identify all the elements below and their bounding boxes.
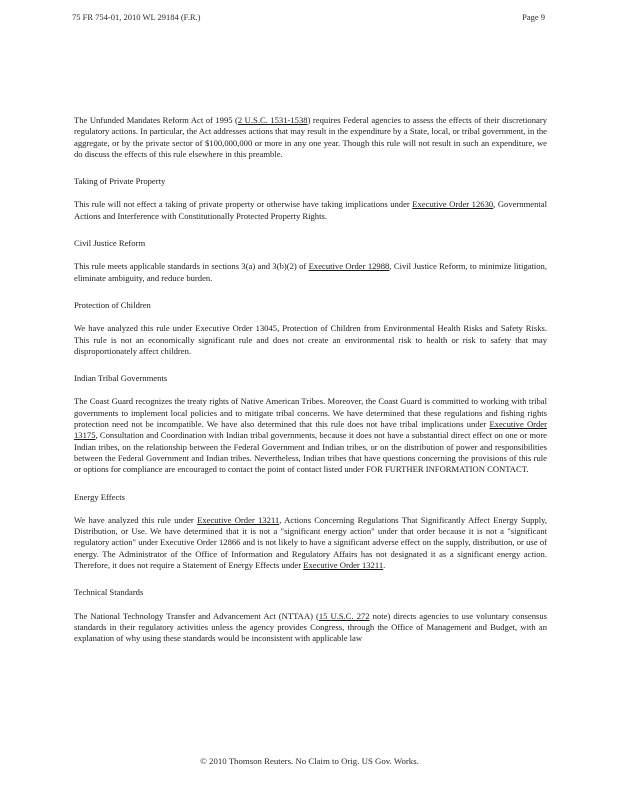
eo-13175-link[interactable]: Executive Order 13175 [74,419,547,441]
paragraph-protection-children: We have analyzed this rule under Executive Order 13045, Protection of Children from Environmental Health Risks and Safety Risks. This rule is not an economically significant rule and does not create an environmental risk to health or risk to safety that may disproportionately affect children. [74,323,547,356]
paragraph-technical-standards: The National Technology Transfer and Advancement Act (NTTAA) (15 U.S.C. 272 note) directs agencies to use voluntary consensus standards in their regulatory activities unless the agency provides Congress, through the Office of Management and Budget, with an explanation of why using these standards would be inconsistent with applicable law [74,610,547,644]
heading-indian-tribal: Indian Tribal Governments [74,373,168,384]
paragraph-indian-tribal: The Coast Guard recognizes the treaty rights of Native American Tribes. Moreover, the Coast Guard is committed to working with tribal governments to implement local policies and to mitigate tribal concerns. We have determined that these regulations and fishing rights protection need not be incompatible. We have also determined that this rule does not have tribal implications under Executive Order 13175, Consultation and Coordination with Indian tribal governments, because it does not have a substantial direct effect on one or more Indian tribes, on the relationship between the Federal Government and Indian tribes, or on the distribution of power and responsibilities between the Federal Government and Indian tribes. Nevertheless, Indian tribes that have questions concerning the provisions of this rule or options for compliance are encouraged to contact the point of contact listed under FOR FURTHER INFORMATION CONTACT. [74,396,547,475]
usc-link[interactable]: 2 U.S.C. 1531-1538 [237,115,308,125]
heading-energy-effects: Energy Effects [74,491,125,502]
intro-paragraph: The Unfunded Mandates Reform Act of 1995 (2 U.S.C. 1531-1538) requires Federal agencies to assess the effects of their discretionary regulatory actions. In particular, the Act addresses actions that may result in the expenditure by a State, local, or tribal government, in the aggregate, or by the private sector of $100,000,000 or more in any one year. Though this rule will not result in such an expenditure, we do discuss the effects of this rule elsewhere in this preamble. [74,115,547,159]
page-header [72,12,545,22]
heading-taking-property: Taking of Private Property [74,176,166,187]
heading-protection-children: Protection of Children [74,299,151,310]
eo-13211-link[interactable]: Executive Order 13211 [197,514,280,525]
page-number: Page 9 [522,12,545,22]
page-footer: © 2010 Thomson Reuters. No Claim to Orig. US Gov. Works. [200,756,419,766]
citation: 75 FR 754-01, 2010 WL 29184 (F.R.) [72,12,201,22]
paragraph-civil-justice: This rule meets applicable standards in sections 3(a) and 3(b)(2) of Executive Order 12988, Civil Justice Reform, to minimize litigation, eliminate ambiguity, and reduce burden. [74,261,548,283]
paragraph-energy-effects: We have analyzed this rule under Executive Order 13211, Actions Concerning Regulations That Significantly Affect Energy Supply, Distribution, or Use. We have determined that it is not a "significant energy action" under that order because it is not a "significant regulatory action" under Executive Order 12866 and is not likely to have a significant adverse effect on the supply, distribution, or use of energy. The Administrator of the Office of Information and Regulatory Affairs has not designated it as a significant energy action. Therefore, it does not require a Statement of Energy Effects under Executive Order 13211. [74,514,547,571]
eo-12988-link[interactable]: Executive Order 12988 [308,261,390,272]
document-body [74,115,547,645]
eo-13211-link-2[interactable]: Executive Order 13211 [303,560,384,571]
paragraph-taking-property: This rule will not effect a taking of private property or otherwise have taking implications under Executive Order 12630, Governmental Actions and Interference with Constitutionally Protected Property Rights. [74,199,547,221]
usc-272-link[interactable]: 15 U.S.C. 272 [318,610,370,621]
heading-civil-justice: Civil Justice Reform [74,238,146,249]
eo-12630-link[interactable]: Executive Order 12630 [412,199,494,210]
heading-technical-standards: Technical Standards [74,587,144,598]
